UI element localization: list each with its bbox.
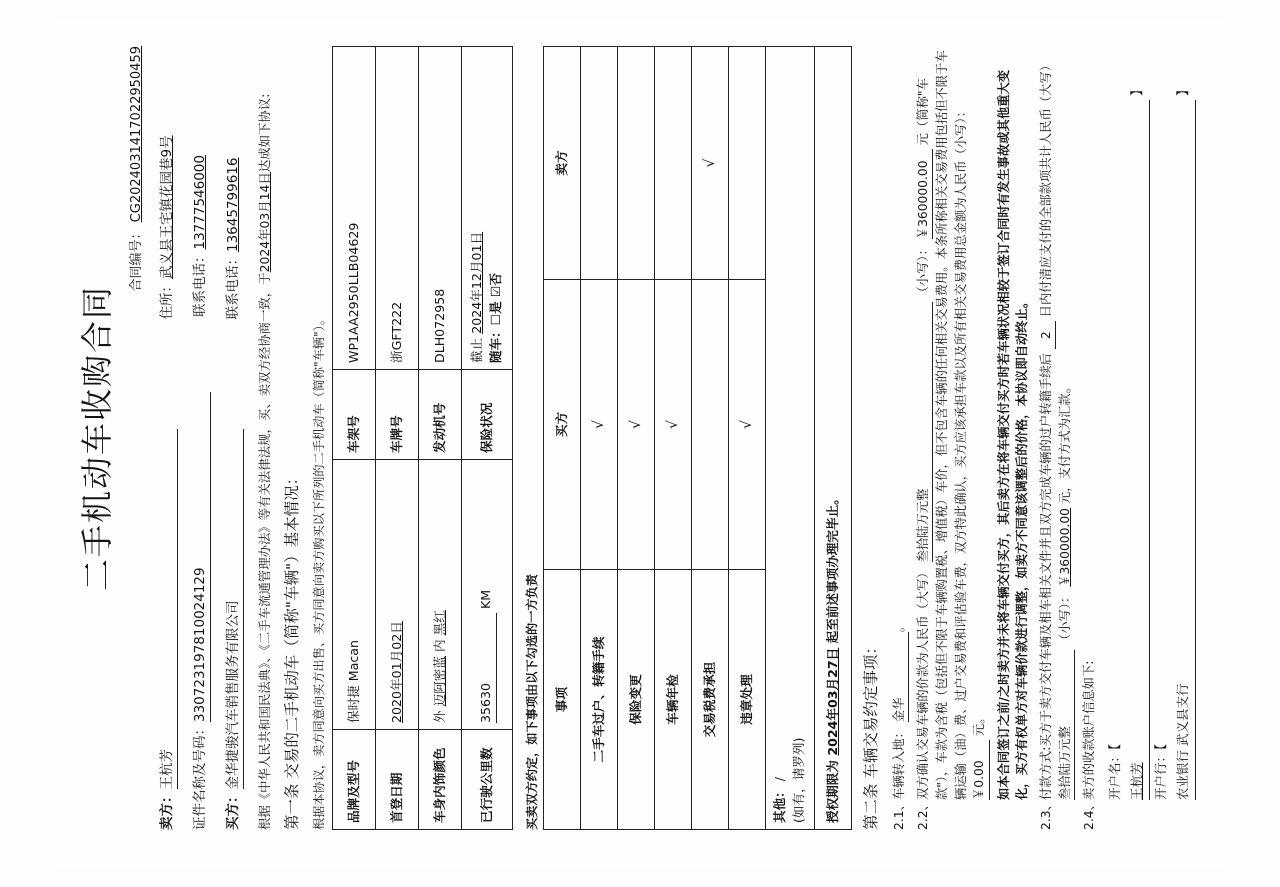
mileage-label: 已行驶公里数	[462, 730, 513, 830]
seller-label: 卖方：	[158, 789, 175, 830]
buyer-check: √	[729, 280, 766, 570]
header-item: 事项	[544, 570, 581, 830]
plate-label: 车牌号	[376, 370, 419, 460]
clause-number: 2.2、	[915, 798, 930, 830]
task-responsibility-table	[543, 46, 852, 830]
seller-phone-label: 联系电话：	[191, 249, 208, 317]
buyer-check: √	[581, 280, 618, 570]
contract-number-value: CG20240314170229504​59	[129, 46, 144, 223]
contract-document	[55, 18, 1225, 868]
color-label: 车身内饰颜色	[419, 730, 462, 830]
deadline-tail: 起至前述事项办理完毕止。	[824, 492, 840, 644]
buyer-name: 金华捷骏汽车销售服务有限公司	[223, 430, 244, 790]
buyer-check: √	[655, 280, 692, 570]
task-item: 交易税费承担	[692, 570, 729, 830]
table-row	[655, 47, 692, 830]
clause-2-2	[914, 46, 990, 830]
bracket-close: 】	[1175, 83, 1191, 97]
insurance-with-car: 随车：☐是 ☑否	[488, 273, 504, 363]
article-1-intro: 根据本协议，卖方同意向买方出售、买方同意向卖方购买以下所列的二手机动车（简称"车辆"）。	[312, 313, 327, 830]
clause-2-3-part-a: 付款方式:买方于卖方交付车辆及相车相关文件并且双方完成车辆的过户转籍手续后	[1038, 353, 1053, 800]
destination-value: 金华	[890, 632, 909, 722]
interior-label: 内	[431, 639, 447, 652]
account-holder-label: 开户名：【	[1106, 743, 1122, 800]
other-value: /	[772, 776, 788, 782]
clause-2-2-bold	[995, 46, 1032, 830]
clause-2-1-tail: 。	[891, 619, 906, 633]
vin-label: 车架号	[333, 370, 376, 460]
plate-value: 浙GFT222	[376, 47, 419, 370]
seller-phone: 13777546000	[191, 155, 208, 250]
seller-check	[655, 47, 692, 280]
insurance-until-date: 2024年12月01日	[469, 231, 485, 334]
brand-label: 品牌及型号	[333, 730, 376, 830]
vehicle-info-table	[332, 46, 513, 830]
contract-number-label: 合同编号：	[129, 226, 144, 292]
clause-number: 2.3、	[1038, 798, 1053, 830]
basis-paragraph	[256, 46, 275, 830]
other-label: 其他：	[772, 785, 788, 823]
payment-days: 2	[1037, 321, 1056, 349]
deadline-label: 授权期限为	[824, 760, 840, 823]
account-info	[1104, 46, 1196, 800]
bracket-close: 】	[1129, 83, 1145, 97]
table-row	[692, 47, 729, 830]
engine-value: DLH072958	[419, 47, 462, 370]
contract-number	[127, 46, 147, 830]
clause-2-3-part-d: 元，支付方式为汇款。	[1058, 381, 1073, 505]
exterior-label: 外	[431, 710, 447, 723]
table-row	[462, 47, 513, 830]
buyer-label: 买方：	[225, 789, 241, 830]
vin-value: WP1AA2950LLB04629	[333, 47, 376, 370]
article-1-heading: 第一条 交易的二手机动车（简称"车辆"）基本情况：	[282, 469, 301, 830]
insurance-label: 保险状况	[462, 370, 513, 460]
table-row	[618, 47, 655, 830]
deadline-date: 2024年03月27日	[824, 647, 840, 756]
header-buyer: 买方	[544, 280, 581, 570]
price-amount-words: 叁拾陆万元整	[914, 302, 933, 562]
account-holder: 王杭芳	[1129, 762, 1145, 800]
task-item: 二手车过户、转籍手续	[581, 570, 618, 830]
seller-check: √	[692, 47, 729, 280]
id-number: 330723197810024129	[190, 392, 211, 722]
engine-label: 发动机号	[419, 370, 462, 460]
mileage-value: 35630	[477, 613, 497, 723]
seller-row	[157, 46, 178, 830]
account-bank-label: 开户行：【	[1152, 743, 1168, 800]
buyer-row	[223, 46, 244, 830]
seller-address: 武义县王宅镇花园巷9号	[158, 135, 175, 279]
payment-amount: ￥360000.00	[1058, 508, 1073, 587]
fees-total: ￥0.00	[970, 740, 989, 800]
table-row	[376, 47, 419, 830]
clause-2-3-part-b: 日内付清应支付的全部款项共计人民币（大写）	[1038, 59, 1053, 318]
clause-number: 2.4、	[1082, 798, 1097, 830]
brand-value: 保时捷 Macan	[333, 460, 376, 730]
table-row	[544, 47, 581, 830]
mileage-unit: KM	[478, 589, 494, 609]
task-note: 买卖双方约定，如下事项由以下勾选的一方负责	[525, 574, 540, 830]
buyer-check	[692, 280, 729, 570]
clause-2-4	[1080, 46, 1098, 830]
basis-text: 根据《中华人民共和国民法典》、《二手车流通管理办法》等有关法律法规，买、卖双方经协商一致，于	[257, 272, 273, 830]
table-row	[419, 47, 462, 830]
clause-2-2-part-a: 双方确认交易车辆的价款为人民币（大写）	[915, 566, 930, 800]
header-seller: 卖方	[544, 47, 581, 280]
account-bank-row	[1150, 46, 1196, 800]
registration-value: 2020年01月02日	[388, 621, 404, 723]
table-row	[766, 47, 815, 830]
adjustment-clause: 如本合同签订之前/之时卖方并未将车辆交付买方，其后卖方在将车辆交付买方时若车辆状况相较于签订合同时有发生事故或其他重大变化，买方有权单方对车辆价款进行调整，如卖方不同意该调整后的价格，本协议即自动终止。	[996, 69, 1030, 800]
table-row	[815, 47, 852, 830]
id-row	[190, 46, 211, 830]
clause-number: 2.1、	[891, 798, 906, 830]
account-holder-row	[1104, 46, 1150, 800]
seller-check	[618, 47, 655, 280]
clause-2-1	[890, 46, 909, 830]
exterior-color: 迈阿密蓝	[431, 656, 447, 707]
task-item: 违章处理	[729, 570, 766, 830]
clause-2-1-text: 车辆转入地：	[891, 726, 906, 800]
clause-2-3	[1037, 46, 1076, 830]
seller-check	[729, 47, 766, 280]
article-2-heading: 第二条 车辆交易约定事项：	[862, 639, 881, 830]
task-item: 车辆年检	[655, 570, 692, 830]
seller-name: 王杭芳	[157, 430, 178, 790]
table-row	[333, 47, 376, 830]
basis-tail: 达成如下协议:	[257, 93, 273, 173]
clause-2-2-part-b: （小写）：	[915, 243, 930, 299]
buyer-check: √	[618, 280, 655, 570]
insurance-until-label: 截止	[469, 337, 485, 363]
document-title: 二手机动车收购合同	[78, 285, 116, 592]
buyer-phone-label: 联系电话：	[225, 252, 241, 320]
buyer-phone: 13645799616	[225, 157, 241, 252]
seller-check	[581, 47, 618, 280]
registration-label: 首登日期	[376, 730, 419, 830]
table-row	[581, 47, 618, 830]
clause-2-4-text: 卖方的收款账户信息如下:	[1082, 660, 1097, 800]
price-amount: ￥360000.00	[914, 149, 933, 239]
other-hint: (如有，请罗列)	[791, 737, 807, 823]
interior-color: 黑红	[431, 610, 447, 636]
clause-2-2-part-d: 元。	[972, 711, 987, 737]
task-item: 保险变更	[618, 570, 655, 830]
basis-date: 2024年03月14日	[257, 172, 273, 273]
seller-address-label: 住所：	[158, 279, 175, 320]
clause-2-2-part-c: 元（简称"车款"），车款为含税（包括但不限于车辆购置税、增值税）车价，但不包含车辆的任何相关交易费用。本条所称相关交易费用包括但不限于车辆运输（油）费、过户交易费和评估验车费，双方特此确认，买方应该承担车款以及所有相关交易费用总金额为人民币（小写）：	[915, 50, 968, 800]
account-bank: 农业银行 武义县支行	[1175, 683, 1191, 800]
payment-amount-words: 叁拾陆万元整	[1056, 650, 1075, 800]
table-row	[729, 47, 766, 830]
id-label: 证件名称及号码：	[191, 722, 208, 830]
clause-2-3-part-c: （小写）：	[1058, 590, 1073, 647]
